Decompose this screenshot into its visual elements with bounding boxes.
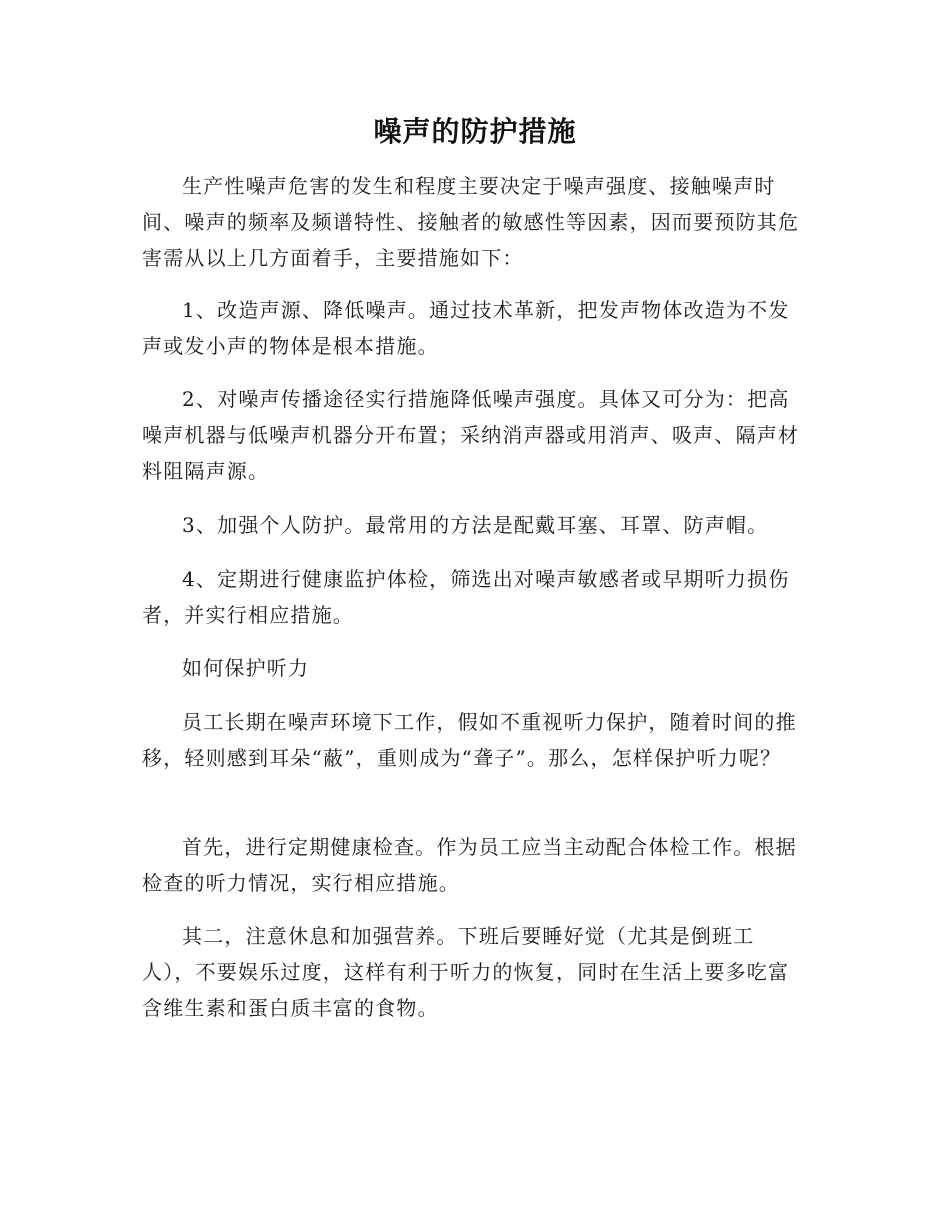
document-title: 噪声的防护措施 (373, 115, 577, 148)
paragraph-measure-2: 2、对噪声传播途径实行措施降低噪声强度。具体又可分为：把高噪声机器与低噪声机器分开布置；采纳消声器或用消声、吸声、隔声材料阻隔声源。 (142, 387, 800, 483)
paragraph-rest-nutrition: 其二，注意休息和加强营养。下班后要睡好觉（尤其是倒班工人），不要娱乐过度，这样有利于听力的恢复，同时在生活上要多吃富含维生素和蛋白质丰富的食物。 (142, 924, 790, 1020)
paragraph-measure-3: 3、加强个人防护。最常用的方法是配戴耳塞、耳罩、防声帽。 (182, 513, 769, 537)
paragraph-measure-4: 4、定期进行健康监护体检，筛选出对噪声敏感者或早期听力损伤者，并实行相应措施。 (142, 567, 790, 627)
paragraph-intro: 生产性噪声危害的发生和程度主要决定于噪声强度、接触噪声时间、噪声的频率及频谱特性、接触者的敏感性等因素，因而要预防其危害需从以上几方面着手，主要措施如下： (142, 174, 800, 270)
section-heading-hearing: 如何保护听力 (182, 656, 310, 680)
paragraph-measure-1: 1、改造声源、降低噪声。通过技术革新，把发声物体改造为不发声或发小声的物体是根本措施。 (142, 298, 790, 358)
paragraph-hearing-intro: 员工长期在噪声环境下工作，假如不重视听力保护，随着时间的推移，轻则感到耳朵“蔽”，重则成为“聋子”。那么，怎样保护听力呢？ (142, 710, 797, 770)
paragraph-checkup: 首先，进行定期健康检查。作为员工应当主动配合体检工作。根据检查的听力情况，实行相应措施。 (142, 835, 797, 895)
